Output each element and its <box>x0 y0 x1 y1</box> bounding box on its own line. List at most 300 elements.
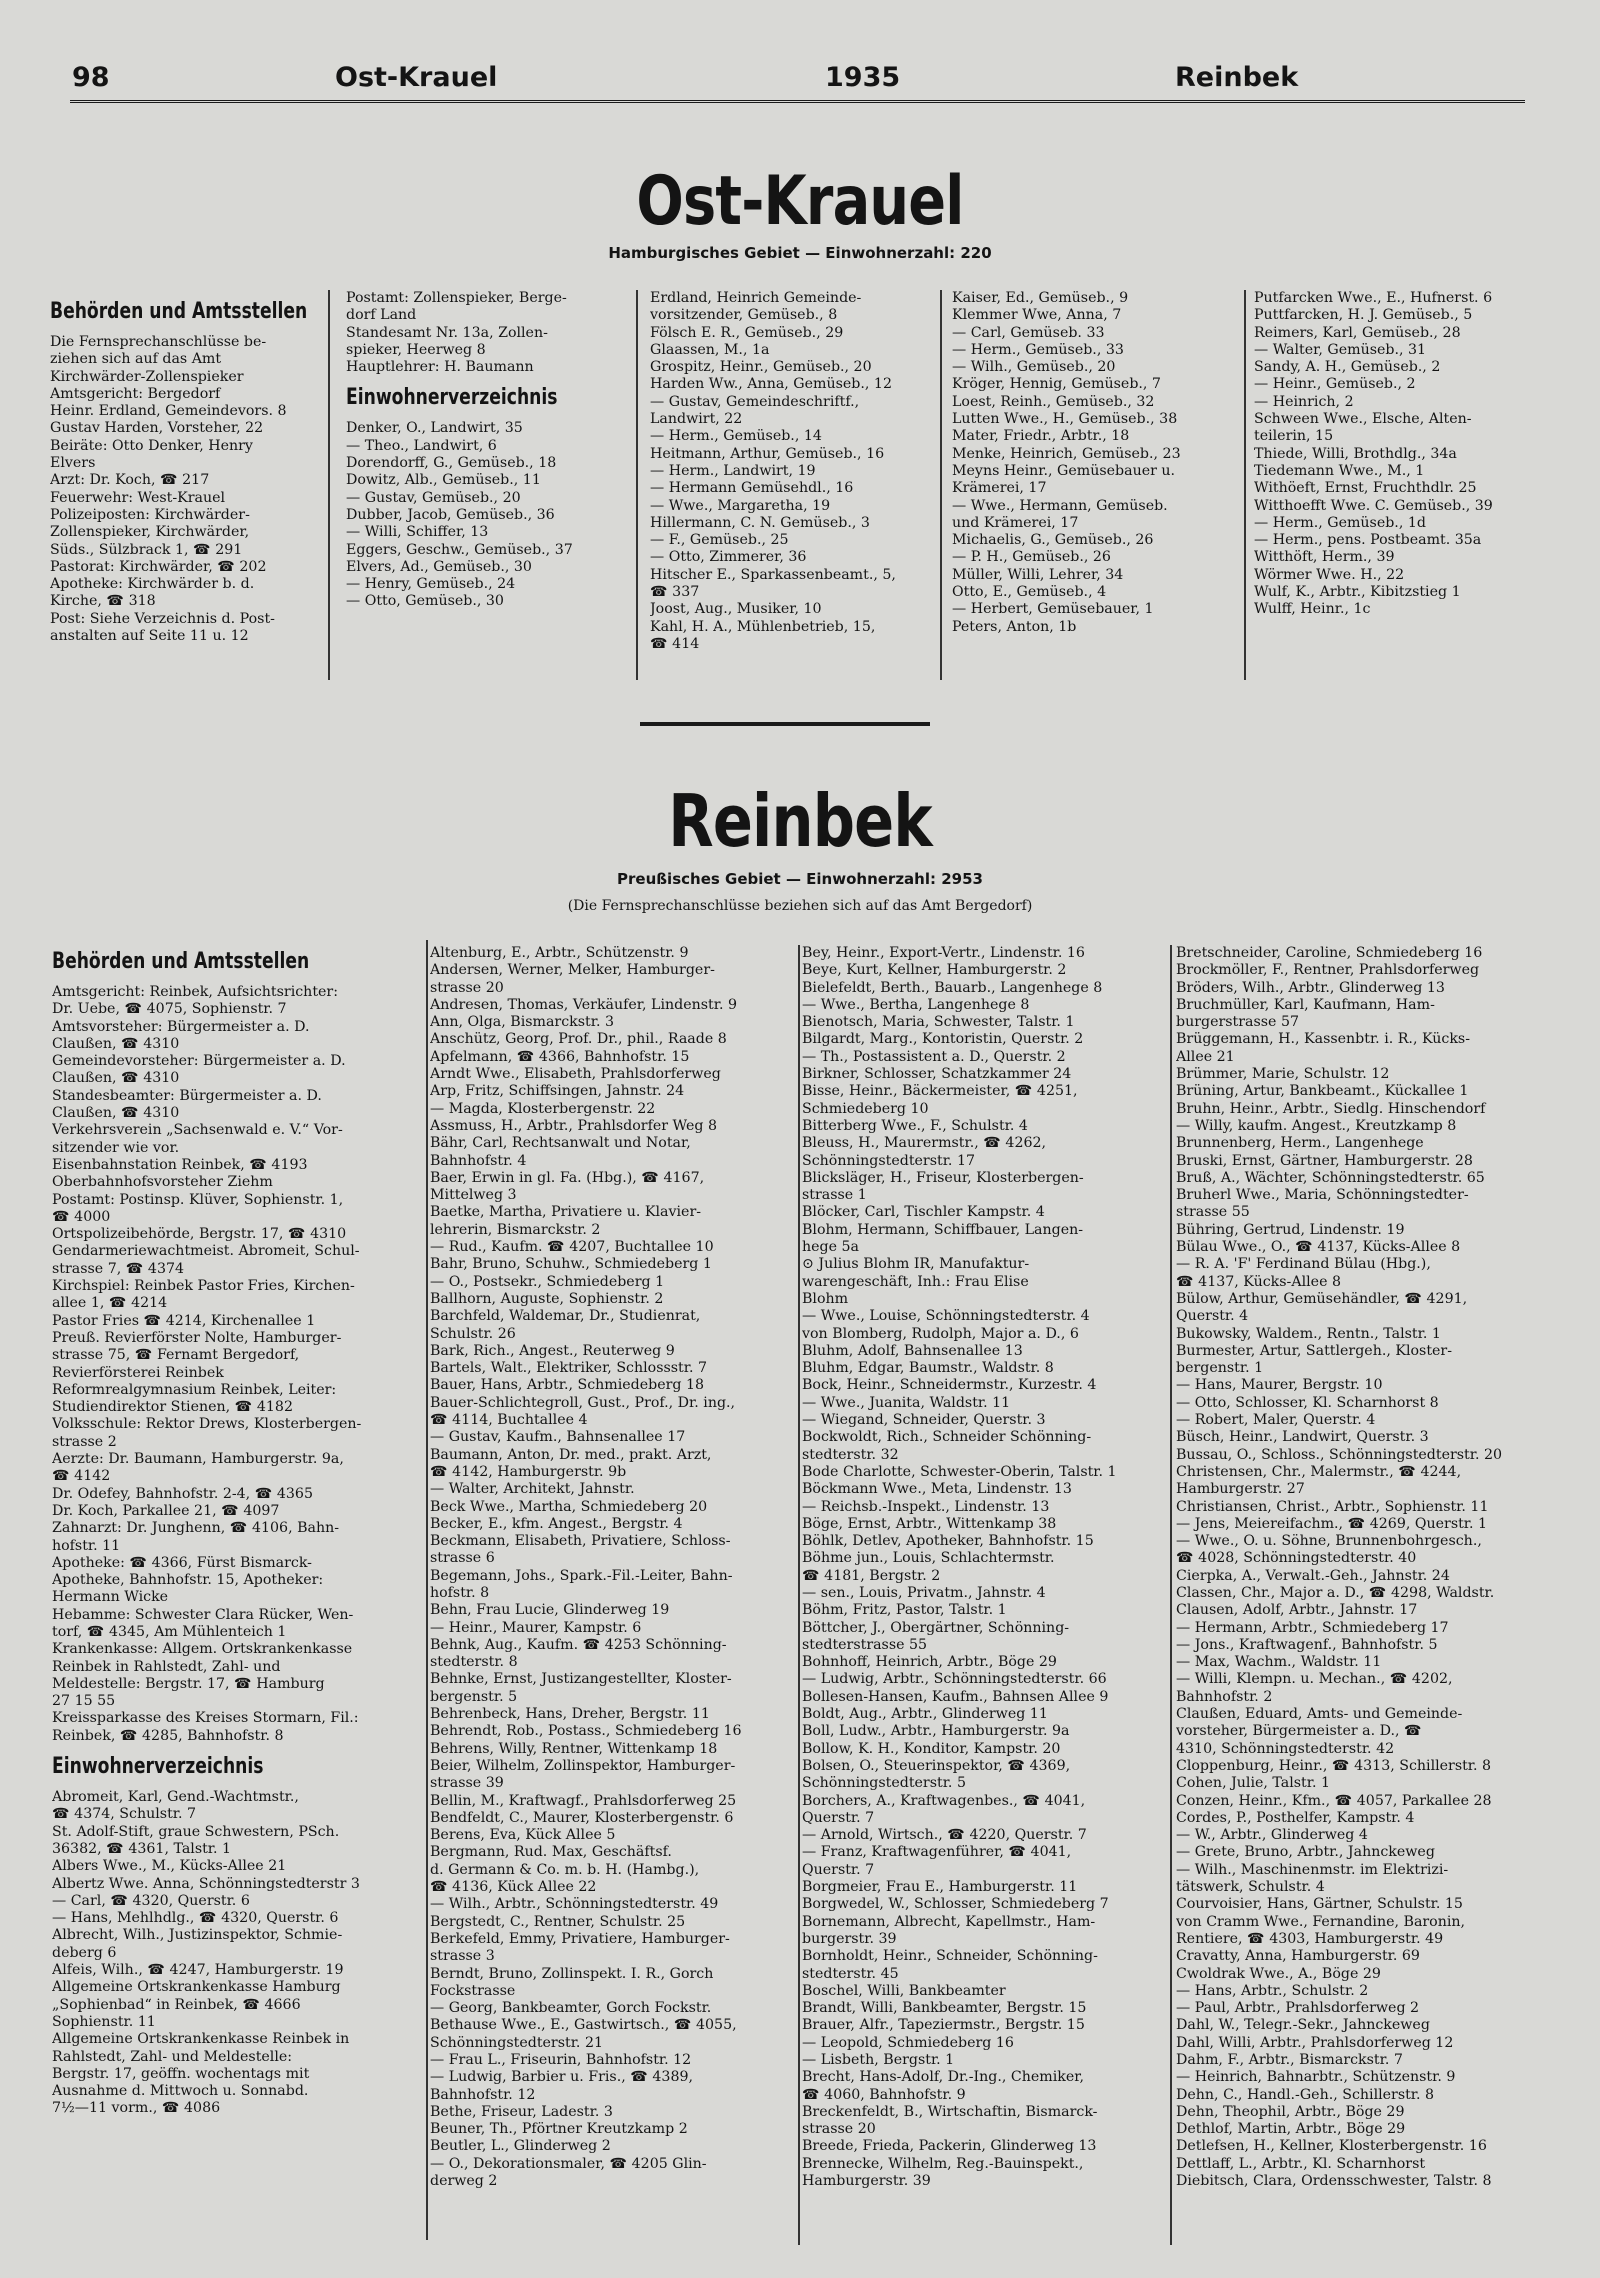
directory-entry: — Wwe., Louise, Schönningstedterstr. 4 <box>802 1308 1090 1325</box>
directory-entry: Cohen, Julie, Talstr. 1 <box>1176 1775 1331 1792</box>
directory-entry: Krämerei, 17 <box>952 480 1047 497</box>
directory-entry: Dahm, F., Arbtr., Bismarckstr. 7 <box>1176 2052 1403 2068</box>
directory-entry: Post: Siehe Verzeichnis d. Post- <box>50 610 275 627</box>
directory-entry: Hamburgerstr. 39 <box>802 2173 931 2190</box>
section-divider <box>640 722 930 726</box>
directory-entry: ☎ 4000 <box>52 1208 111 1225</box>
directory-entry: Christiansen, Christ., Arbtr., Sophienstr. 11 <box>1176 1498 1489 1515</box>
directory-entry: Beck Wwe., Martha, Schmiedeberg 20 <box>430 1498 708 1515</box>
directory-entry: — Ludwig, Arbtr., Schönningstedterstr. 66 <box>802 1671 1107 1688</box>
directory-entry: — Gustav, Kaufm., Bahnsenallee 17 <box>430 1429 686 1446</box>
directory-entry: Reinbek in Rahlstedt, Zahl- und <box>52 1658 281 1675</box>
reinbek-column-2 <box>430 945 800 2245</box>
directory-entry: Bartels, Walt., Elektriker, Schlossstr. 7 <box>430 1360 708 1377</box>
directory-entry: lehrerin, Bismarckstr. 2 <box>430 1221 601 1238</box>
directory-entry: Allgemeine Ortskrankenkasse Hamburg <box>52 1979 341 1996</box>
directory-entry: deberg 6 <box>52 1944 117 1961</box>
directory-entry: Aerzte: Dr. Baumann, Hamburgerstr. 9a, <box>52 1451 344 1468</box>
directory-entry: Witthöft, Herm., 39 <box>1254 549 1395 566</box>
directory-entry: Fockstrasse <box>430 1982 516 1999</box>
directory-entry: Cravatty, Anna, Hamburgerstr. 69 <box>1176 1948 1420 1965</box>
directory-entry: Apotheke: ☎ 4366, Fürst Bismarck- <box>52 1554 312 1571</box>
directory-entry: Courvoisier, Hans, Gärtner, Schulstr. 15 <box>1176 1896 1463 1913</box>
directory-entry: Bähr, Carl, Rechtsanwalt und Notar, <box>430 1135 691 1152</box>
directory-entry: Dehn, Theophil, Arbtr., Böge 29 <box>1176 2103 1405 2120</box>
directory-entry: Behrenbeck, Hans, Dreher, Bergstr. 11 <box>430 1706 710 1723</box>
directory-entry: — Herbert, Gemüsebauer, 1 <box>952 601 1154 618</box>
directory-entry: Lutten Wwe., H., Gemüseb., 38 <box>952 411 1178 428</box>
directory-entry: Brunnenberg, Herm., Langenhege <box>1176 1135 1424 1152</box>
directory-entry: Amtsgericht: Bergedorf <box>50 385 221 402</box>
ost-krauel-column-2 <box>346 290 638 680</box>
directory-entry: Loest, Reinh., Gemüseb., 32 <box>952 393 1155 410</box>
directory-entry: — Willi, Klempn. u. Mechan., ☎ 4202, <box>1176 1671 1453 1688</box>
directory-entry: hofstr. 11 <box>52 1537 121 1554</box>
directory-entry: — Willy, kaufm. Angest., Kreutzkamp 8 <box>1176 1117 1457 1134</box>
directory-entry: — Otto, Schlosser, Kl. Scharnhorst 8 <box>1176 1394 1439 1411</box>
directory-entry: Schönningstedterstr. 21 <box>430 2034 603 2051</box>
directory-entry: Kirche, ☎ 318 <box>50 593 156 610</box>
directory-entry: Behnk, Aug., Kaufm. ☎ 4253 Schönning- <box>430 1636 727 1653</box>
directory-entry: Beutler, L., Glinderweg 2 <box>430 2138 611 2155</box>
directory-entry: Anschütz, Georg, Prof. Dr., phil., Raade 8 <box>430 1031 727 1048</box>
directory-entry: Apfelmann, ☎ 4366, Bahnhofstr. 15 <box>430 1048 690 1065</box>
directory-entry: stedterstr. 32 <box>802 1446 899 1463</box>
directory-entry: — Arnold, Wirtsch., ☎ 4220, Querstr. 7 <box>802 1827 1087 1844</box>
directory-entry: stedterstrasse 55 <box>802 1636 928 1653</box>
directory-entry: Andresen, Thomas, Verkäufer, Lindenstr. 9 <box>430 996 737 1013</box>
directory-entry: hege 5a <box>802 1239 860 1256</box>
ost-krauel-column-1 <box>50 290 330 680</box>
directory-entry: — Herm., Gemüseb., 1d <box>1254 514 1426 531</box>
directory-entry: — Franz, Kraftwagenführer, ☎ 4041, <box>802 1844 1072 1861</box>
directory-entry: Amtsvorsteher: Bürgermeister a. D. <box>52 1018 310 1035</box>
directory-entry: Sophienstr. 11 <box>52 2013 156 2030</box>
directory-entry: Elvers <box>50 455 96 472</box>
directory-entry: Süds., Sülzbrack 1, ☎ 291 <box>50 541 243 558</box>
directory-entry: Bauer-Schlichtegroll, Gust., Prof., Dr. ing., <box>430 1394 736 1411</box>
directory-entry: — W., Arbtr., Glinderweg 4 <box>1176 1827 1368 1844</box>
directory-entry: Hitscher E., Sparkassenbeamt., 5, <box>650 566 896 583</box>
directory-entry: stedterstr. 8 <box>430 1654 518 1671</box>
directory-entry: Berkefeld, Emmy, Privatiere, Hamburger- <box>430 1930 730 1947</box>
directory-entry: Otto, E., Gemüseb., 4 <box>952 584 1107 601</box>
directory-entry: Assmuss, H., Arbtr., Prahlsdorfer Weg 8 <box>430 1117 717 1134</box>
directory-entry: d. Germann & Co. m. b. H. (Hambg.), <box>430 1861 700 1878</box>
directory-entry: Zahnarzt: Dr. Junghenn, ☎ 4106, Bahn- <box>52 1520 340 1537</box>
directory-entry: Bröders, Wilh., Arbtr., Glinderweg 13 <box>1176 979 1445 996</box>
directory-entry: Revierförsterei Reinbek <box>52 1364 224 1381</box>
directory-entry: Tiedemann Wwe., M., 1 <box>1254 462 1425 479</box>
directory-entry: Studiendirektor Stienen, ☎ 4182 <box>52 1399 293 1416</box>
directory-entry: dorf Land <box>346 307 417 324</box>
directory-entry: Bollesen-Hansen, Kaufm., Bahnsen Allee 9 <box>802 1688 1109 1705</box>
directory-entry: Beuner, Th., Pförtner Kreutzkamp 2 <box>430 2121 688 2138</box>
directory-entry: Becker, E., kfm. Angest., Bergstr. 4 <box>430 1515 683 1532</box>
directory-entry: — Herm., Gemüseb., 33 <box>952 341 1124 358</box>
directory-entry: Beckmann, Elisabeth, Privatiere, Schloss- <box>430 1533 731 1550</box>
directory-entry: Claußen, ☎ 4310 <box>52 1070 180 1087</box>
directory-entry: — Frau L., Friseurin, Bahnhofstr. 12 <box>430 2052 692 2068</box>
directory-entry: Brauer, Alfr., Tapeziermstr., Bergstr. 15 <box>802 2017 1085 2034</box>
directory-entry: Standesamt Nr. 13a, Zollen- <box>346 324 548 341</box>
directory-entry: Andersen, Werner, Melker, Hamburger- <box>430 962 715 979</box>
directory-entry: ☎ 4028, Schönningstedterstr. 40 <box>1176 1550 1417 1567</box>
directory-entry: Apotheke, Bahnhofstr. 15, Apotheker: <box>52 1572 324 1589</box>
directory-entry: Joost, Aug., Musiker, 10 <box>650 601 822 618</box>
directory-entry: Ann, Olga, Bismarckstr. 3 <box>430 1014 614 1031</box>
directory-entry: vorsteher, Bürgermeister a. D., ☎ <box>1176 1723 1422 1740</box>
directory-entry: Reinbek, ☎ 4285, Bahnhofstr. 8 <box>52 1727 284 1744</box>
directory-entry: Behn, Frau Lucie, Glinderweg 19 <box>430 1602 670 1619</box>
directory-entry: Berens, Eva, Kück Allee 5 <box>430 1827 616 1844</box>
directory-entry: Albrecht, Wilh., Justizinspektor, Schmie- <box>52 1927 343 1944</box>
directory-entry: Hauptlehrer: H. Baumann <box>346 359 534 376</box>
directory-entry: Bahr, Bruno, Schuhw., Schmiedeberg 1 <box>430 1256 712 1273</box>
directory-entry: Apotheke: Kirchwärder b. d. <box>50 576 255 593</box>
directory-entry: Witthoefft Wwe. C. Gemüseb., 39 <box>1254 497 1493 514</box>
directory-entry: Bergstedt, C., Rentner, Schulstr. 25 <box>430 1913 686 1930</box>
directory-entry: Bukowsky, Waldem., Rentn., Talstr. 1 <box>1176 1325 1441 1342</box>
directory-entry: Bühring, Gertrud, Lindenstr. 19 <box>1176 1221 1405 1238</box>
directory-entry: hofstr. 8 <box>430 1584 490 1601</box>
directory-entry: Bruski, Ernst, Gärtner, Hamburgerstr. 28 <box>1176 1152 1473 1169</box>
ost-krauel-subtitle: Hamburgisches Gebiet — Einwohnerzahl: 220 <box>608 244 992 262</box>
directory-entry: ☎ 4060, Bahnhofstr. 9 <box>802 2086 966 2103</box>
directory-entry: Rentiere, ☎ 4303, Hamburgerstr. 49 <box>1176 1930 1444 1947</box>
directory-entry: — Gustav, Gemüseb., 20 <box>346 489 521 506</box>
directory-entry: Peters, Anton, 1b <box>952 618 1077 635</box>
directory-entry: Blöcker, Carl, Tischler Kampstr. 4 <box>802 1204 1045 1221</box>
header-left-title: Ost-Krauel <box>335 62 498 93</box>
ost-krauel-column-5 <box>1254 290 1554 680</box>
directory-entry: Dr. Uebe, ☎ 4075, Sophienstr. 7 <box>52 1001 287 1018</box>
directory-entry: Behrendt, Rob., Postass., Schmiedeberg 16 <box>430 1723 742 1740</box>
directory-entry: Kreissparkasse des Kreises Stormarn, Fil.: <box>52 1710 359 1727</box>
directory-entry: Dowitz, Alb., Gemüseb., 11 <box>346 472 541 489</box>
directory-entry: Gendarmeriewachtmeist. Abromeit, Schul- <box>52 1243 360 1260</box>
directory-entry: Breede, Frieda, Packerin, Glinderweg 13 <box>802 2138 1097 2155</box>
directory-entry: Detlefsen, H., Kellner, Klosterbergenstr. 16 <box>1176 2138 1487 2155</box>
directory-entry: Ballhorn, Auguste, Sophienstr. 2 <box>430 1290 664 1307</box>
directory-entry: Brüggemann, H., Kassenbtr. i. R., Kücks- <box>1176 1031 1471 1048</box>
directory-entry: — Herm., Landwirt, 19 <box>650 462 816 479</box>
directory-entry: Borgmeier, Frau E., Hamburgerstr. 11 <box>802 1879 1078 1896</box>
directory-entry: Brockmöller, F., Rentner, Prahlsdorferweg <box>1176 962 1480 979</box>
directory-entry: — Grete, Bruno, Arbtr., Jahnckeweg <box>1176 1844 1435 1861</box>
section-heading: Behörden und Amtsstellen <box>50 299 308 324</box>
directory-entry: Elvers, Ad., Gemüseb., 30 <box>346 558 532 575</box>
directory-entry: — Heinrich, Bahnarbtr., Schützenstr. 9 <box>1176 2069 1456 2086</box>
directory-entry: torf, ☎ 4345, Am Mühlenteich 1 <box>52 1623 287 1640</box>
reinbek-title: Reinbek <box>668 779 932 863</box>
directory-entry: Dehn, C., Handl.-Geh., Schillerstr. 8 <box>1176 2086 1435 2103</box>
directory-entry: Postamt: Zollenspieker, Berge- <box>346 290 567 306</box>
directory-entry: Bülau Wwe., O., ☎ 4137, Kücks-Allee 8 <box>1176 1239 1461 1256</box>
directory-entry: Bauer, Hans, Arbtr., Schmiedeberg 18 <box>430 1377 705 1394</box>
directory-entry: ⊙ Julius Blohm IR, Manufaktur- <box>802 1256 1030 1273</box>
directory-entry: Eggers, Geschw., Gemüseb., 37 <box>346 541 573 558</box>
directory-entry: Beiräte: Otto Denker, Henry <box>50 437 253 454</box>
directory-entry: — Lisbeth, Bergstr. 1 <box>802 2052 955 2068</box>
directory-entry: Meldestelle: Bergstr. 17, ☎ Hamburg <box>52 1675 325 1692</box>
directory-entry: Bock, Heinr., Schneidermstr., Kurzestr. 4 <box>802 1377 1097 1394</box>
directory-entry: — Hermann Gemüsehdl., 16 <box>650 480 854 497</box>
directory-entry: Preuß. Revierförster Nolte, Hamburger- <box>52 1329 342 1346</box>
directory-entry: Hebamme: Schwester Clara Rücker, Wen- <box>52 1606 354 1623</box>
directory-entry: Barchfeld, Waldemar, Dr., Studienrat, <box>430 1308 701 1325</box>
directory-entry: — Wilh., Gemüseb., 20 <box>952 359 1116 376</box>
directory-entry: Baetke, Martha, Privatiere u. Klavier- <box>430 1204 702 1221</box>
directory-entry: Bergmann, Rud. Max, Geschäftsf. <box>430 1844 672 1861</box>
directory-entry: Behrens, Willy, Rentner, Wittenkamp 18 <box>430 1740 718 1757</box>
directory-entry: Standesbeamter: Bürgermeister a. D. <box>52 1087 322 1104</box>
directory-entry: Diebitsch, Clara, Ordensschwester, Talstr. 8 <box>1176 2173 1492 2190</box>
directory-entry: — Heinr., Maurer, Kampstr. 6 <box>430 1619 642 1636</box>
directory-entry: — Wwe., O. u. Söhne, Brunnenbohrgesch., <box>1176 1533 1482 1550</box>
directory-entry: Schulstr. 26 <box>430 1325 516 1342</box>
directory-entry: Blohm <box>802 1290 849 1307</box>
section-heading: Behörden und Amtsstellen <box>52 949 310 974</box>
directory-entry: — Wwe., Juanita, Waldstr. 11 <box>802 1394 1011 1411</box>
directory-entry: von Blomberg, Rudolph, Major a. D., 6 <box>802 1325 1079 1342</box>
directory-entry: Bluhm, Adolf, Bahnsenallee 13 <box>802 1342 1023 1359</box>
directory-entry: Schönningstedterstr. 5 <box>802 1775 966 1792</box>
directory-entry: Glaassen, M., 1a <box>650 341 770 358</box>
directory-entry: Bienotsch, Maria, Schwester, Talstr. 1 <box>802 1014 1075 1031</box>
directory-entry: Allgemeine Ortskrankenkasse Reinbek in <box>52 2031 350 2048</box>
directory-entry: — Wwe., Bertha, Langenhege 8 <box>802 996 1030 1013</box>
directory-entry: Boll, Ludw., Arbtr., Hamburgerstr. 9a <box>802 1723 1070 1740</box>
directory-entry: strasse 7, ☎ 4374 <box>52 1260 185 1277</box>
directory-entry: — Leopold, Schmiedeberg 16 <box>802 2034 1014 2051</box>
directory-entry: 27 15 55 <box>52 1693 116 1710</box>
directory-entry: Bollow, K. H., Konditor, Kampstr. 20 <box>802 1740 1061 1757</box>
directory-entry: burgerstrasse 57 <box>1176 1014 1300 1031</box>
directory-entry: Christensen, Chr., Malermstr., ☎ 4244, <box>1176 1463 1462 1480</box>
directory-entry: Kröger, Hennig, Gemüseb., 7 <box>952 376 1161 393</box>
directory-entry: Bockwoldt, Rich., Schneider Schönning- <box>802 1429 1092 1446</box>
directory-entry: Schmiedeberg 10 <box>802 1100 929 1117</box>
directory-entry: stedterstr. 45 <box>802 1965 899 1982</box>
directory-entry: Begemann, Johs., Spark.-Fil.-Leiter, Bahn- <box>430 1567 733 1584</box>
directory-entry: teilerin, 15 <box>1254 428 1334 445</box>
directory-entry: — Carl, ☎ 4320, Querstr. 6 <box>52 1892 250 1909</box>
directory-entry: Bisse, Heinr., Bäckermeister, ☎ 4251, <box>802 1083 1078 1100</box>
directory-entry: Cloppenburg, Heinr., ☎ 4313, Schillerstr. 8 <box>1176 1757 1492 1774</box>
ost-krauel-title: Ost-Krauel <box>636 162 964 241</box>
directory-entry: Borgwedel, W., Schlosser, Schmiedeberg 7 <box>802 1896 1109 1913</box>
directory-entry: — Wilh., Maschinenmstr. im Elektrizi- <box>1176 1861 1449 1878</box>
section-heading: Einwohnerverzeichnis <box>52 1754 264 1780</box>
directory-entry: Boldt, Aug., Arbtr., Glinderweg 11 <box>802 1706 1048 1723</box>
directory-entry: ☎ 4142 <box>52 1468 111 1485</box>
directory-entry: Gemeindevorsteher: Bürgermeister a. D. <box>52 1053 346 1070</box>
directory-entry: Wulff, Heinr., 1c <box>1254 601 1371 618</box>
directory-entry: Oberbahnhofsvorsteher Ziehm <box>52 1174 273 1191</box>
directory-entry: Bruchmüller, Karl, Kaufmann, Ham- <box>1176 996 1435 1013</box>
directory-entry: Albertz Wwe. Anna, Schönningstedterstr 3 <box>52 1875 360 1892</box>
directory-entry: Postamt: Postinsp. Klüver, Sophienstr. 1, <box>52 1191 344 1208</box>
ost-krauel-column-3 <box>650 290 942 680</box>
directory-entry: Die Fernsprechanschlüsse be- <box>50 334 267 350</box>
directory-entry: Sandy, A. H., Gemüseb., 2 <box>1254 359 1441 376</box>
directory-entry: — Heinrich, 2 <box>1254 393 1354 410</box>
directory-entry: ☎ 4142, Hamburgerstr. 9b <box>430 1463 627 1480</box>
directory-entry: Amtsgericht: Reinbek, Aufsichtsrichter: <box>52 984 338 1000</box>
directory-entry: strasse 6 <box>430 1550 495 1567</box>
reinbek-column-1 <box>52 940 428 2240</box>
directory-entry: — R. A. 'F' Ferdinand Bülau (Hbg.), <box>1176 1256 1431 1273</box>
directory-entry: Bolsen, O., Steuerinspektor, ☎ 4369, <box>802 1757 1071 1774</box>
directory-entry: Breckenfeldt, B., Wirtschaftin, Bismarck- <box>802 2103 1098 2120</box>
directory-entry: Dubber, Jacob, Gemüseb., 36 <box>346 506 555 523</box>
directory-entry: strasse 55 <box>1176 1204 1250 1221</box>
directory-entry: Altenburg, E., Arbtr., Schützenstr. 9 <box>430 945 689 961</box>
directory-entry: Kahl, H. A., Mühlenbetrieb, 15, <box>650 618 876 635</box>
directory-entry: Böhm, Fritz, Pastor, Talstr. 1 <box>802 1602 1007 1619</box>
directory-entry: derweg 2 <box>430 2173 498 2190</box>
directory-entry: Dr. Odefey, Bahnhofstr. 2-4, ☎ 4365 <box>52 1485 313 1502</box>
directory-entry: — Herm., Gemüseb., 14 <box>650 428 822 445</box>
directory-entry: Reimers, Karl, Gemüseb., 28 <box>1254 324 1461 341</box>
directory-entry: — Walter, Gemüseb., 31 <box>1254 341 1427 358</box>
directory-entry: Brümmer, Marie, Schulstr. 12 <box>1176 1066 1390 1083</box>
directory-entry: Bielefeldt, Berth., Bauarb., Langenhege 8 <box>802 979 1103 996</box>
directory-entry: Heinr. Erdland, Gemeindevors. 8 <box>50 403 287 420</box>
directory-entry: Clausen, Adolf, Arbtr., Jahnstr. 17 <box>1176 1602 1418 1619</box>
directory-entry: Bluhm, Edgar, Baumstr., Waldstr. 8 <box>802 1360 1054 1377</box>
directory-entry: ☎ 4374, Schulstr. 7 <box>52 1806 197 1823</box>
directory-entry: Burmester, Artur, Sattlergeh., Kloster- <box>1176 1342 1452 1359</box>
directory-entry: Bruherl Wwe., Maria, Schönningstedter- <box>1176 1187 1469 1204</box>
directory-entry: — Wiegand, Schneider, Querstr. 3 <box>802 1412 1046 1429</box>
directory-entry: tätswerk, Schulstr. 4 <box>1176 1879 1325 1896</box>
directory-entry: Putfarcken Wwe., E., Hufnerst. 6 <box>1254 290 1493 306</box>
directory-entry: ☎ 414 <box>650 635 700 652</box>
directory-entry: Böttcher, J., Obergärtner, Schönning- <box>802 1619 1070 1636</box>
directory-entry: Bode Charlotte, Schwester-Oberin, Talstr. 1 <box>802 1463 1117 1480</box>
directory-entry: Bilgardt, Marg., Kontoristin, Querstr. 2 <box>802 1031 1084 1048</box>
directory-entry: Brecht, Hans-Adolf, Dr.-Ing., Chemiker, <box>802 2069 1084 2086</box>
directory-entry: Bahnhofstr. 4 <box>430 1152 527 1169</box>
directory-entry: Pastorat: Kirchwärder, ☎ 202 <box>50 558 267 575</box>
directory-entry: Ausnahme d. Mittwoch u. Sonnabd. <box>52 2083 309 2100</box>
directory-entry: Bohnhoff, Heinrich, Arbtr., Böge 29 <box>802 1654 1057 1671</box>
directory-entry: — Th., Postassistent a. D., Querstr. 2 <box>802 1048 1066 1065</box>
directory-entry: — Jons., Kraftwagenf., Bahnhofstr. 5 <box>1176 1636 1438 1653</box>
directory-entry: Baumann, Anton, Dr. med., prakt. Arzt, <box>430 1446 712 1463</box>
directory-entry: Beye, Kurt, Kellner, Hamburgerstr. 2 <box>802 962 1067 979</box>
header-year: 1935 <box>825 62 901 93</box>
directory-entry: ziehen sich auf das Amt <box>50 351 222 368</box>
directory-entry: Krankenkasse: Allgem. Ortskrankenkasse <box>52 1641 353 1658</box>
directory-entry: Bornemann, Albrecht, Kapellmstr., Ham- <box>802 1913 1096 1930</box>
directory-entry: Querstr. 4 <box>1176 1308 1249 1325</box>
directory-entry: Pastor Fries ☎ 4214, Kirchenallee 1 <box>52 1312 316 1329</box>
section-heading: Einwohnerverzeichnis <box>346 385 558 411</box>
directory-entry: Bahnhofstr. 12 <box>430 2086 536 2103</box>
directory-entry: — Heinr., Gemüseb., 2 <box>1254 376 1416 393</box>
directory-entry: Withöeft, Ernst, Fruchthdlr. 25 <box>1254 480 1477 497</box>
directory-entry: — sen., Louis, Privatm., Jahnstr. 4 <box>802 1584 1046 1601</box>
directory-entry: strasse 20 <box>430 979 504 996</box>
directory-entry: Beier, Wilhelm, Zollinspektor, Hamburger- <box>430 1757 736 1774</box>
directory-entry: Conzen, Heinr., Kfm., ☎ 4057, Parkallee 28 <box>1176 1792 1492 1809</box>
directory-entry: strasse 3 <box>430 1948 495 1965</box>
directory-entry: Volksschule: Rektor Drews, Klosterbergen- <box>52 1416 362 1433</box>
directory-entry: 7½—11 vorm., ☎ 4086 <box>52 2100 221 2117</box>
directory-entry: Gustav Harden, Vorsteher, 22 <box>50 420 264 437</box>
directory-entry: ☎ 4136, Kück Allee 22 <box>430 1879 597 1896</box>
directory-entry: — Willi, Schiffer, 13 <box>346 524 489 541</box>
directory-entry: Kirchspiel: Reinbek Pastor Fries, Kirchen- <box>52 1278 355 1295</box>
directory-entry: Abromeit, Karl, Gend.-Wachtmstr., <box>52 1789 299 1806</box>
directory-entry: — Hans, Mehlhdlg., ☎ 4320, Querstr. 6 <box>52 1910 339 1927</box>
directory-entry: — Reichsb.-Inspekt., Lindenstr. 13 <box>802 1498 1050 1515</box>
directory-entry: Bellin, M., Kraftwagf., Prahlsdorferweg 25 <box>430 1792 737 1809</box>
directory-entry: Michaelis, G., Gemüseb., 26 <box>952 532 1154 549</box>
directory-entry: Claußen, ☎ 4310 <box>52 1035 180 1052</box>
directory-entry: Baer, Erwin in gl. Fa. (Hbg.), ☎ 4167, <box>430 1169 705 1186</box>
directory-entry: Blicksläger, H., Friseur, Klosterbergen- <box>802 1169 1084 1186</box>
directory-entry: Bethause Wwe., E., Gastwirtsch., ☎ 4055, <box>430 2017 737 2034</box>
directory-entry: Kirchwärder-Zollenspieker <box>50 368 244 385</box>
directory-entry: anstalten auf Seite 11 u. 12 <box>50 628 249 645</box>
directory-entry: — O., Postsekr., Schmiedeberg 1 <box>430 1273 665 1290</box>
directory-entry: ☎ 4114, Buchtallee 4 <box>430 1412 588 1429</box>
directory-entry: Harden Ww., Anna, Gemüseb., 12 <box>650 376 892 393</box>
directory-entry: — Herm., pens. Postbeamt. 35a <box>1254 532 1482 549</box>
directory-entry: strasse 39 <box>430 1775 504 1792</box>
directory-entry: — Gustav, Gemeindeschriftf., <box>650 393 860 410</box>
directory-entry: Rahlstedt, Zahl- und Meldestelle: <box>52 2048 293 2065</box>
directory-entry: Klemmer Wwe, Anna, 7 <box>952 307 1122 324</box>
directory-entry: Reformrealgymnasium Reinbek, Leiter: <box>52 1381 337 1398</box>
directory-entry: bergenstr. 5 <box>430 1688 518 1705</box>
directory-entry: Dahl, Willi, Arbtr., Prahlsdorferweg 12 <box>1176 2034 1454 2051</box>
directory-entry: Fölsch E. R., Gemüseb., 29 <box>650 324 844 341</box>
directory-entry: — Paul, Arbtr., Prahlsdorferweg 2 <box>1176 2000 1420 2017</box>
directory-entry: — Walter, Architekt, Jahnstr. <box>430 1481 635 1498</box>
directory-entry: Landwirt, 22 <box>650 411 743 428</box>
directory-entry: ☎ 4181, Bergstr. 2 <box>802 1567 941 1584</box>
directory-entry: Mater, Friedr., Arbtr., 18 <box>952 428 1130 445</box>
directory-entry: Arzt: Dr. Koch, ☎ 217 <box>50 472 210 489</box>
directory-entry: Alfeis, Wilh., ☎ 4247, Hamburgerstr. 19 <box>52 1962 344 1979</box>
directory-entry: Querstr. 7 <box>802 1861 875 1878</box>
directory-entry: Bruhn, Heinr., Arbtr., Siedlg. Hinschendorf <box>1176 1100 1486 1117</box>
directory-entry: — Carl, Gemüseb. 33 <box>952 324 1105 341</box>
directory-entry: — Ludwig, Barbier u. Fris., ☎ 4389, <box>430 2069 694 2086</box>
directory-entry: — Hans, Arbtr., Schulstr. 2 <box>1176 1982 1369 1999</box>
directory-entry: Eisenbahnstation Reinbek, ☎ 4193 <box>52 1156 308 1173</box>
directory-entry: Berndt, Bruno, Zollinspekt. I. R., Gorch <box>430 1965 714 1982</box>
directory-entry: Böhme jun., Louis, Schlachtermstr. <box>802 1550 1055 1567</box>
directory-entry: Bretschneider, Caroline, Schmiedeberg 16 <box>1176 945 1483 961</box>
directory-entry: ☎ 4137, Kücks-Allee 8 <box>1176 1273 1341 1290</box>
directory-entry: Bülow, Arthur, Gemüsehändler, ☎ 4291, <box>1176 1290 1468 1307</box>
directory-entry: Denker, O., Landwirt, 35 <box>346 420 523 437</box>
directory-entry: burgerstr. 39 <box>802 1930 897 1947</box>
directory-entry: Bergstr. 17, geöffn. wochentags mit <box>52 2065 310 2082</box>
directory-entry: Brennecke, Wilhelm, Reg.-Bauinspekt., <box>802 2155 1084 2172</box>
directory-entry: Brandt, Willi, Bankbeamter, Bergstr. 15 <box>802 2000 1087 2017</box>
directory-entry: — Rud., Kaufm. ☎ 4207, Buchtallee 10 <box>430 1239 714 1256</box>
directory-entry: Bruß, A., Wächter, Schönningstedterstr. 65 <box>1176 1169 1485 1186</box>
directory-entry: — Theo., Landwirt, 6 <box>346 437 497 454</box>
directory-entry: — Wwe., Margaretha, 19 <box>650 497 831 514</box>
